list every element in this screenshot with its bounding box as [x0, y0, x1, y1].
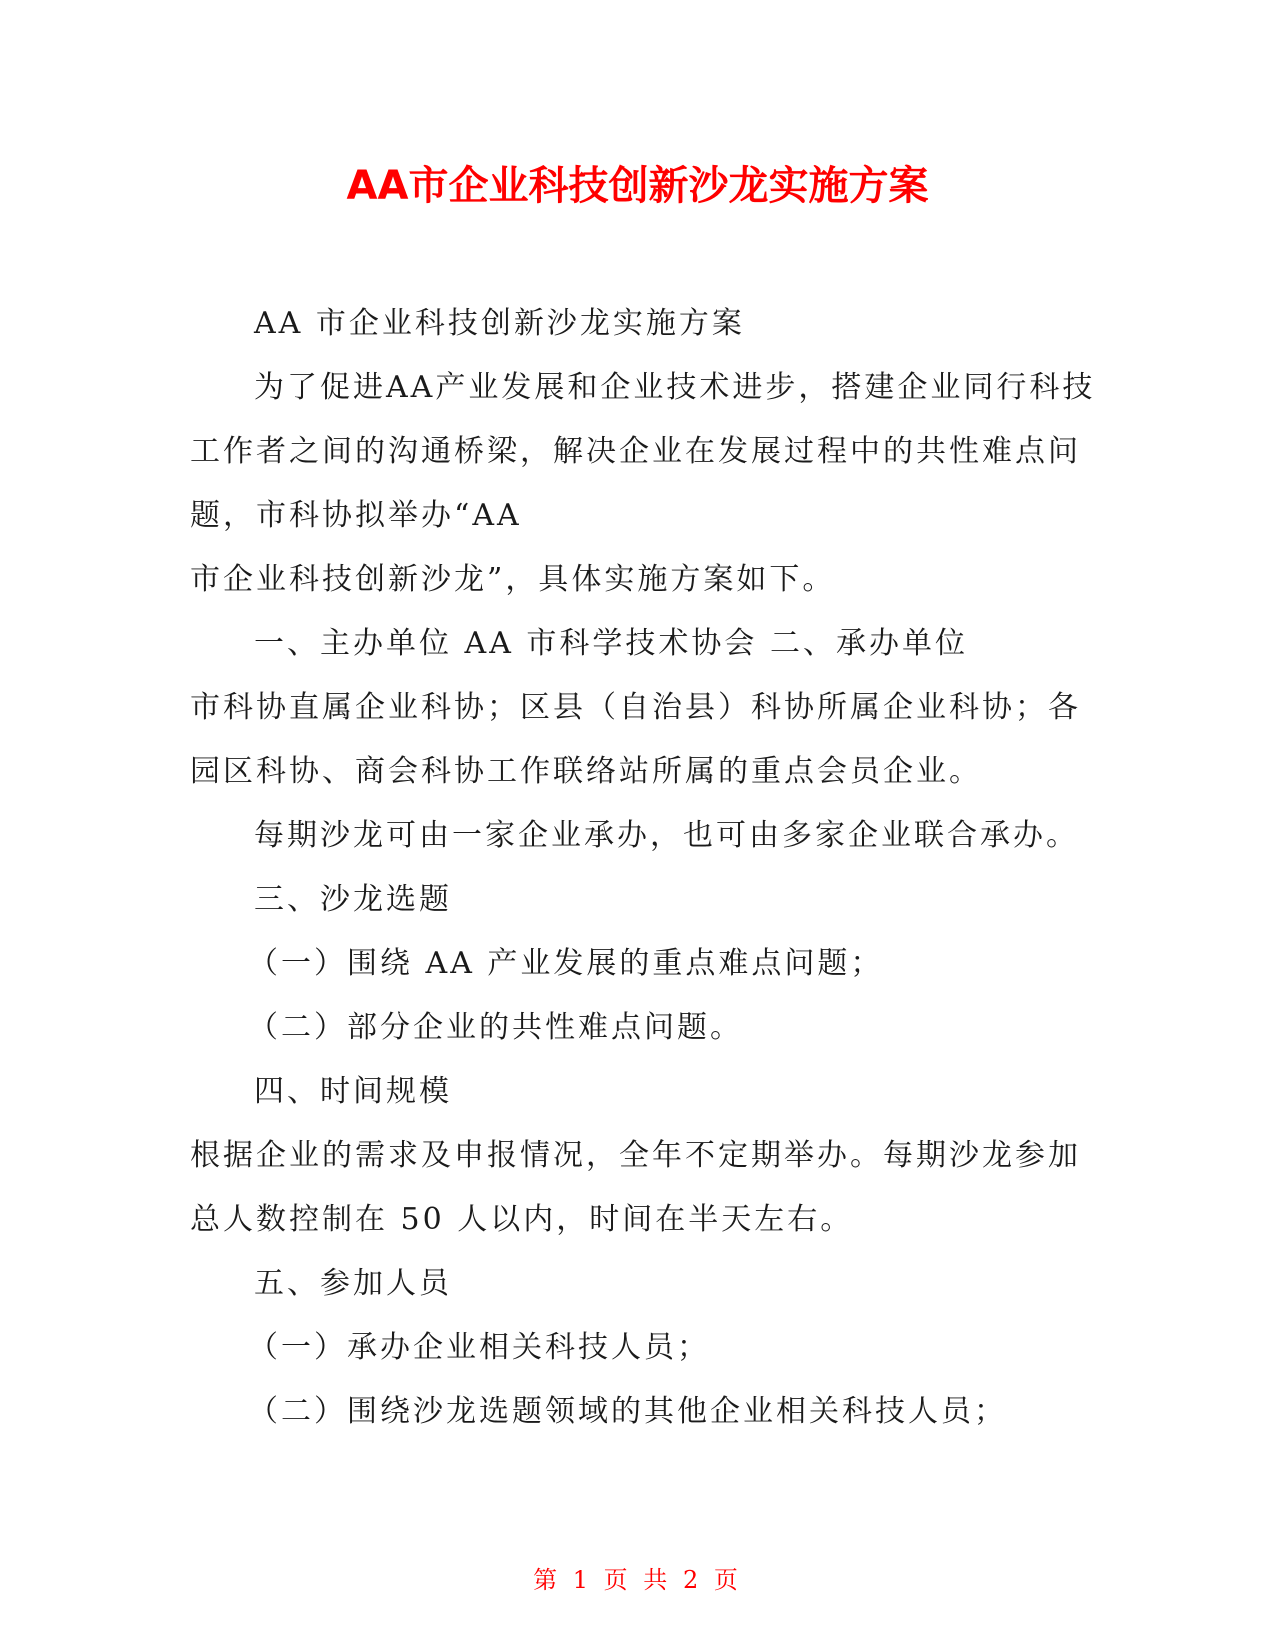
- doc-line: 每期沙龙可由一家企业承办，也可由多家企业联合承办。: [254, 818, 1079, 853]
- page-footer: 第 1 页 共 2 页: [533, 1566, 742, 1594]
- doc-line: 题，市科协拟举办“AA: [190, 498, 522, 533]
- doc-line: （二）部分企业的共性难点问题。: [248, 1010, 743, 1045]
- doc-line: 三、沙龙选题: [254, 882, 452, 917]
- doc-line: AA 市企业科技创新沙龙实施方案: [254, 306, 745, 341]
- page-title: AA市企业科技创新沙龙实施方案: [346, 163, 929, 209]
- doc-line: 市科协直属企业科协；区县（自治县）科协所属企业科协；各: [190, 690, 1081, 725]
- doc-line: 市企业科技创新沙龙”，具体实施方案如下。: [190, 562, 836, 597]
- doc-line: 一、主办单位 AA 市科学技术协会 二、承办单位: [254, 626, 968, 661]
- doc-line: 园区科协、商会科协工作联络站所属的重点会员企业。: [190, 754, 982, 789]
- doc-line: 总人数控制在 50 人以内，时间在半天左右。: [190, 1202, 854, 1237]
- doc-line: 五、参加人员: [254, 1266, 452, 1301]
- doc-line: （一）承办企业相关科技人员；: [248, 1330, 710, 1365]
- doc-line: 工作者之间的沟通桥梁，解决企业在发展过程中的共性难点问: [190, 434, 1081, 469]
- document-body: [190, 292, 1096, 1444]
- doc-line: 为了促进AA产业发展和企业技术进步，搭建企业同行科技: [254, 370, 1096, 405]
- doc-line: 四、时间规模: [254, 1074, 452, 1109]
- doc-line: （二）围绕沙龙选题领域的其他企业相关科技人员；: [248, 1394, 1007, 1429]
- doc-line: 根据企业的需求及申报情况，全年不定期举办。每期沙龙参加: [190, 1138, 1081, 1173]
- doc-line: （一）围绕 AA 产业发展的重点难点问题；: [248, 946, 884, 981]
